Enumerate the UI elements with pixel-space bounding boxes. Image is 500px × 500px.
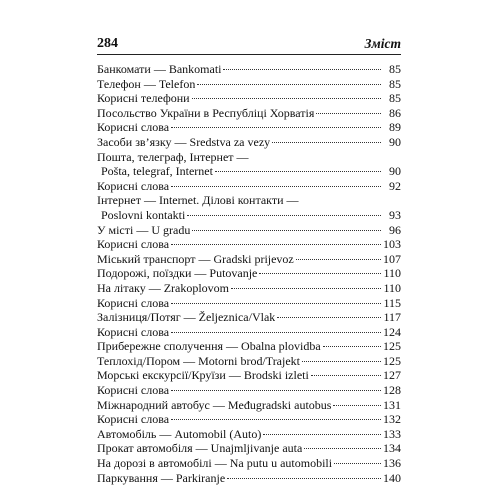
toc-entry[interactable] bbox=[97, 106, 401, 121]
toc-entry[interactable] bbox=[97, 383, 401, 398]
toc-entry[interactable] bbox=[97, 237, 401, 252]
dot-leader bbox=[296, 259, 381, 260]
toc-entry[interactable] bbox=[97, 179, 401, 194]
dot-leader bbox=[333, 405, 381, 406]
toc-entry-page: 133 bbox=[383, 426, 401, 441]
toc-entry-title: У місті — U gradu bbox=[97, 222, 191, 237]
dot-leader bbox=[277, 317, 381, 318]
toc-entry-title: Poslovni kontakti bbox=[101, 207, 186, 222]
dot-leader bbox=[197, 84, 381, 85]
toc-entry-page: 125 bbox=[383, 353, 401, 368]
section-title: Зміст bbox=[364, 36, 401, 51]
toc-entry[interactable] bbox=[97, 62, 401, 77]
dot-leader bbox=[171, 244, 381, 245]
toc-entry-page: 131 bbox=[383, 397, 401, 412]
dot-leader bbox=[192, 98, 381, 99]
toc-entry-title: Міський транспорт — Gradski prijevoz bbox=[97, 251, 294, 266]
toc-entry-page: 92 bbox=[389, 178, 401, 193]
toc-entry-title: Подорожі, поїздки — Putovanje bbox=[97, 266, 258, 281]
toc-entry-page: 125 bbox=[383, 339, 401, 354]
toc-entry-title: Корисні слова bbox=[97, 324, 170, 339]
dot-leader bbox=[171, 332, 381, 333]
toc-entry[interactable] bbox=[97, 456, 401, 471]
toc-entry[interactable] bbox=[97, 441, 401, 456]
dot-leader bbox=[171, 186, 381, 187]
toc-entry-title: Корисні слова bbox=[97, 412, 170, 427]
toc-entry-page: 90 bbox=[389, 134, 401, 149]
toc-entry[interactable] bbox=[97, 368, 401, 383]
dot-leader bbox=[311, 375, 381, 376]
toc-entry[interactable] bbox=[97, 398, 401, 413]
toc-entry[interactable] bbox=[97, 281, 401, 296]
dot-leader bbox=[192, 230, 381, 231]
toc-entry-title: На дорозі в автомобілі — Na putu u automobili bbox=[97, 456, 333, 471]
toc-entry-page: 89 bbox=[389, 120, 401, 135]
toc-entry[interactable] bbox=[97, 339, 401, 354]
toc-entry-page: 124 bbox=[383, 324, 401, 339]
toc-entry-title: Прокат автомобіля — Unajmljivanje auta bbox=[97, 441, 303, 456]
dot-leader bbox=[171, 303, 381, 304]
toc-entry[interactable] bbox=[97, 266, 401, 281]
toc-entry[interactable] bbox=[97, 91, 401, 106]
toc-entry-page: 132 bbox=[383, 412, 401, 427]
dot-leader bbox=[272, 142, 381, 143]
toc-entry-title: На літаку — Zrakoplovom bbox=[97, 280, 230, 295]
toc-entry[interactable] bbox=[97, 471, 401, 486]
toc-entry-title: Залізниця/Потяг — Željeznica/Vlak bbox=[97, 310, 276, 325]
toc-entry-title: Автомобіль — Automobil (Auto) bbox=[97, 426, 262, 441]
toc-entry-title-line: Інтернет — Internet. Ділові контакти — bbox=[97, 193, 299, 208]
toc-entry-page: 107 bbox=[383, 251, 401, 266]
page-number: 284 bbox=[97, 36, 118, 51]
dot-leader bbox=[263, 434, 381, 435]
toc-entry-page: 134 bbox=[383, 441, 401, 456]
toc-entry-page: 140 bbox=[383, 470, 401, 485]
toc-entry-title: Корисні слова bbox=[97, 178, 170, 193]
toc-entry[interactable] bbox=[97, 252, 401, 267]
dot-leader bbox=[171, 419, 381, 420]
toc-entry[interactable] bbox=[97, 296, 401, 311]
toc-entry-title: Банкомати — Bankomati bbox=[97, 62, 222, 76]
dot-leader bbox=[302, 361, 381, 362]
toc-entry[interactable] bbox=[97, 77, 401, 92]
toc-entry[interactable] bbox=[97, 193, 401, 222]
page-header bbox=[97, 36, 401, 55]
dot-leader bbox=[231, 288, 381, 289]
toc-entry-page: 128 bbox=[383, 383, 401, 398]
toc-entry-title: Засоби зв’язку — Sredstva za vezy bbox=[97, 134, 271, 149]
toc-entry[interactable] bbox=[97, 354, 401, 369]
toc-entry-page: 117 bbox=[383, 310, 401, 325]
toc-entry-title: Посольство України в Республіці Хорватія bbox=[97, 105, 315, 120]
toc-entry-title: Корисні слова bbox=[97, 295, 170, 310]
dot-leader bbox=[171, 127, 381, 128]
dot-leader bbox=[215, 171, 381, 172]
toc-entry-title: Корисні телефони bbox=[97, 91, 190, 106]
toc-entry[interactable] bbox=[97, 150, 401, 179]
toc-entry-title: Корисні слова bbox=[97, 237, 170, 252]
dot-leader bbox=[187, 215, 381, 216]
toc-entry-title: Паркування — Parkiranje bbox=[97, 470, 226, 485]
dot-leader bbox=[171, 390, 381, 391]
toc-entry[interactable] bbox=[97, 223, 401, 238]
toc-entry-page: 136 bbox=[383, 456, 401, 471]
toc-entry-title: Міжнародний автобус — Međugradski autobus bbox=[97, 397, 332, 412]
toc-entry[interactable] bbox=[97, 427, 401, 442]
toc-entry-title: Теплохід/Пором — Motorni brod/Trajekt bbox=[97, 353, 301, 368]
toc-entry[interactable] bbox=[97, 412, 401, 427]
toc-entry-page: 85 bbox=[389, 91, 401, 106]
toc-entry-page: 110 bbox=[383, 280, 401, 295]
toc-entry-title: Телефон — Telefon bbox=[97, 76, 196, 91]
dot-leader bbox=[223, 69, 381, 70]
table-of-contents bbox=[97, 62, 401, 485]
toc-entry-page: 86 bbox=[389, 105, 401, 120]
toc-entry[interactable] bbox=[97, 310, 401, 325]
toc-entry-page: 96 bbox=[389, 222, 401, 237]
toc-entry-page: 103 bbox=[383, 237, 401, 252]
toc-entry-page: 93 bbox=[389, 207, 401, 222]
toc-entry[interactable] bbox=[97, 325, 401, 340]
toc-entry-title: Корисні слова bbox=[97, 120, 170, 135]
toc-entry-title: Pošta, telegraf, Internet bbox=[101, 164, 213, 179]
toc-entry-page: 85 bbox=[389, 76, 401, 91]
toc-entry-page: 85 bbox=[389, 62, 401, 76]
toc-entry-page: 127 bbox=[383, 368, 401, 383]
toc-entry-page: 115 bbox=[383, 295, 401, 310]
toc-entry-title: Корисні слова bbox=[97, 383, 170, 398]
dot-leader bbox=[259, 273, 381, 274]
dot-leader bbox=[304, 448, 381, 449]
dot-leader bbox=[227, 478, 381, 479]
toc-entry-title: Морські екскурсії/Круїзи — Brodski izleti bbox=[97, 368, 309, 383]
dot-leader bbox=[323, 346, 381, 347]
toc-entry[interactable] bbox=[97, 120, 401, 135]
toc-entry-page: 110 bbox=[383, 266, 401, 281]
toc-entry-title-line: Пошта, телеграф, Інтернет — bbox=[97, 149, 249, 164]
toc-entry-title: Прибережне сполучення — Obalna plovidba bbox=[97, 339, 321, 354]
dot-leader bbox=[316, 113, 381, 114]
toc-entry-page: 90 bbox=[389, 164, 401, 179]
toc-entry[interactable] bbox=[97, 135, 401, 150]
dot-leader bbox=[334, 463, 381, 464]
